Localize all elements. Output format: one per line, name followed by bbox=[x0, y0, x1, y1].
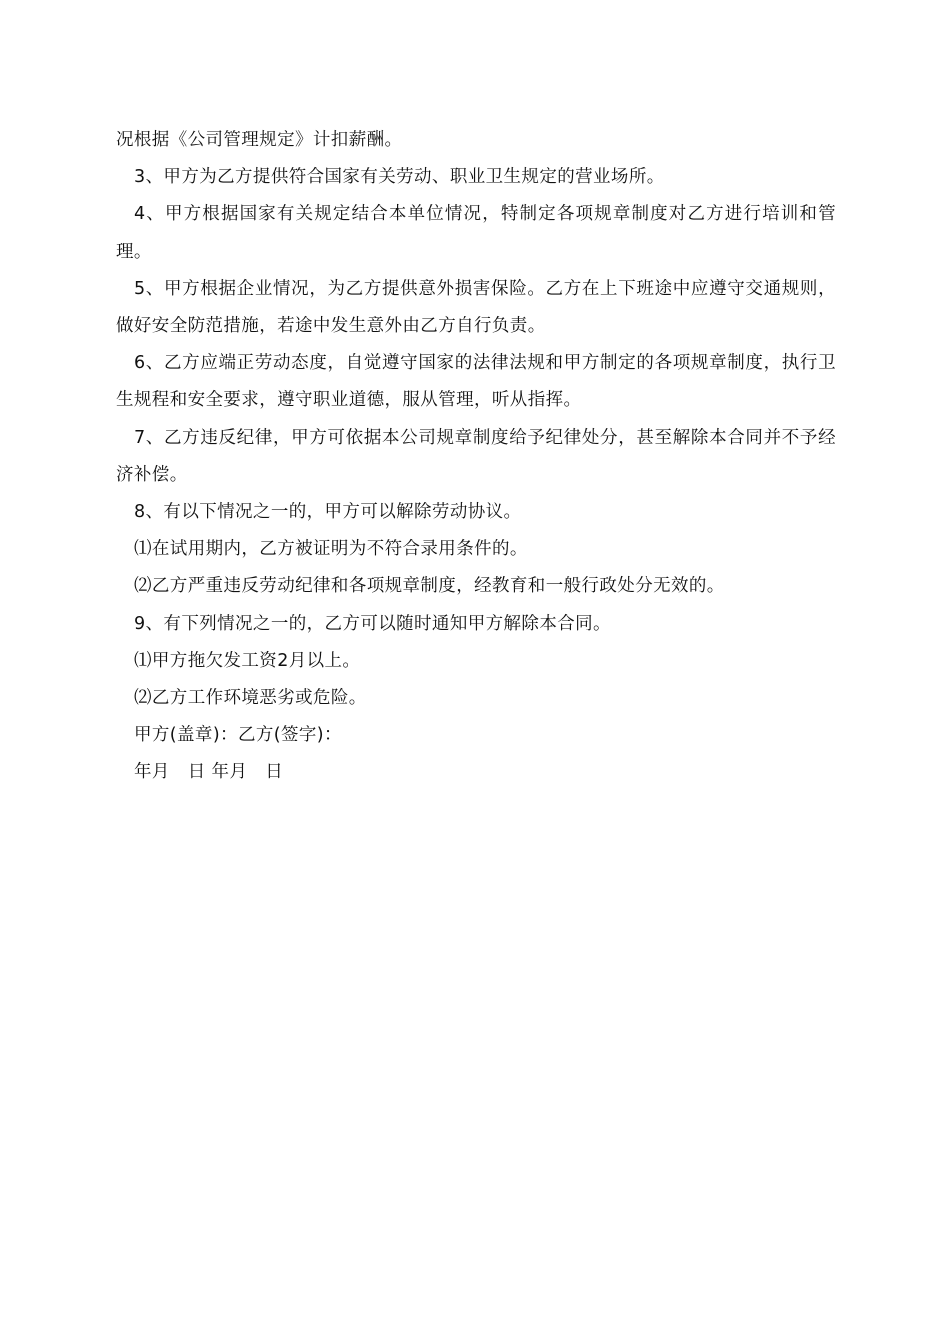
paragraph-clause-9: 9、有下列情况之一的，乙方可以随时通知甲方解除本合同。 bbox=[134, 613, 611, 634]
signature-line: 甲方(盖章)：乙方(签字)： bbox=[134, 725, 342, 746]
paragraph-clause-5: 5、甲方根据企业情况，为乙方提供意外损害保险。乙方在上下班途中应遵守交通规则，做好安全防范措施，若途中发生意外由乙方自行负责。 bbox=[116, 278, 836, 337]
paragraph-clause-9-item-2: ⑵乙方工作环境恶劣或危险。 bbox=[134, 688, 367, 709]
paragraph-clause-4: 4、甲方根据国家有关规定结合本单位情况，特制定各项规章制度对乙方进行培训和管理。 bbox=[116, 204, 836, 262]
paragraph-salary-deduction: 况根据《公司管理规定》计扣薪酬。 bbox=[116, 130, 403, 150]
paragraph-clause-9-item-1: ⑴甲方拖欠发工资2月以上。 bbox=[134, 650, 361, 671]
paragraph-clause-6: 6、乙方应端正劳动态度，自觉遵守国家的法律法规和甲方制定的各项规章制度，执行卫生规程和安全要求，遵守职业道德，服从管理，听从指挥。 bbox=[116, 353, 836, 411]
paragraph-clause-7: 7、乙方违反纪律，甲方可依据本公司规章制度给予纪律处分，甚至解除本合同并不予经济补偿。 bbox=[116, 427, 836, 485]
paragraph-clause-8-item-1: ⑴在试用期内，乙方被证明为不符合录用条件的。 bbox=[134, 539, 528, 560]
paragraph-clause-3: 3、甲方为乙方提供符合国家有关劳动、职业卫生规定的营业场所。 bbox=[134, 167, 665, 188]
paragraph-clause-8-item-2: ⑵乙方严重违反劳动纪律和各项规章制度，经教育和一般行政处分无效的。 bbox=[134, 576, 725, 597]
paragraph-clause-8: 8、有以下情况之一的，甲方可以解除劳动协议。 bbox=[134, 502, 522, 523]
document-body bbox=[116, 122, 836, 792]
date-line: 年月 日 年月 日 bbox=[134, 762, 284, 783]
